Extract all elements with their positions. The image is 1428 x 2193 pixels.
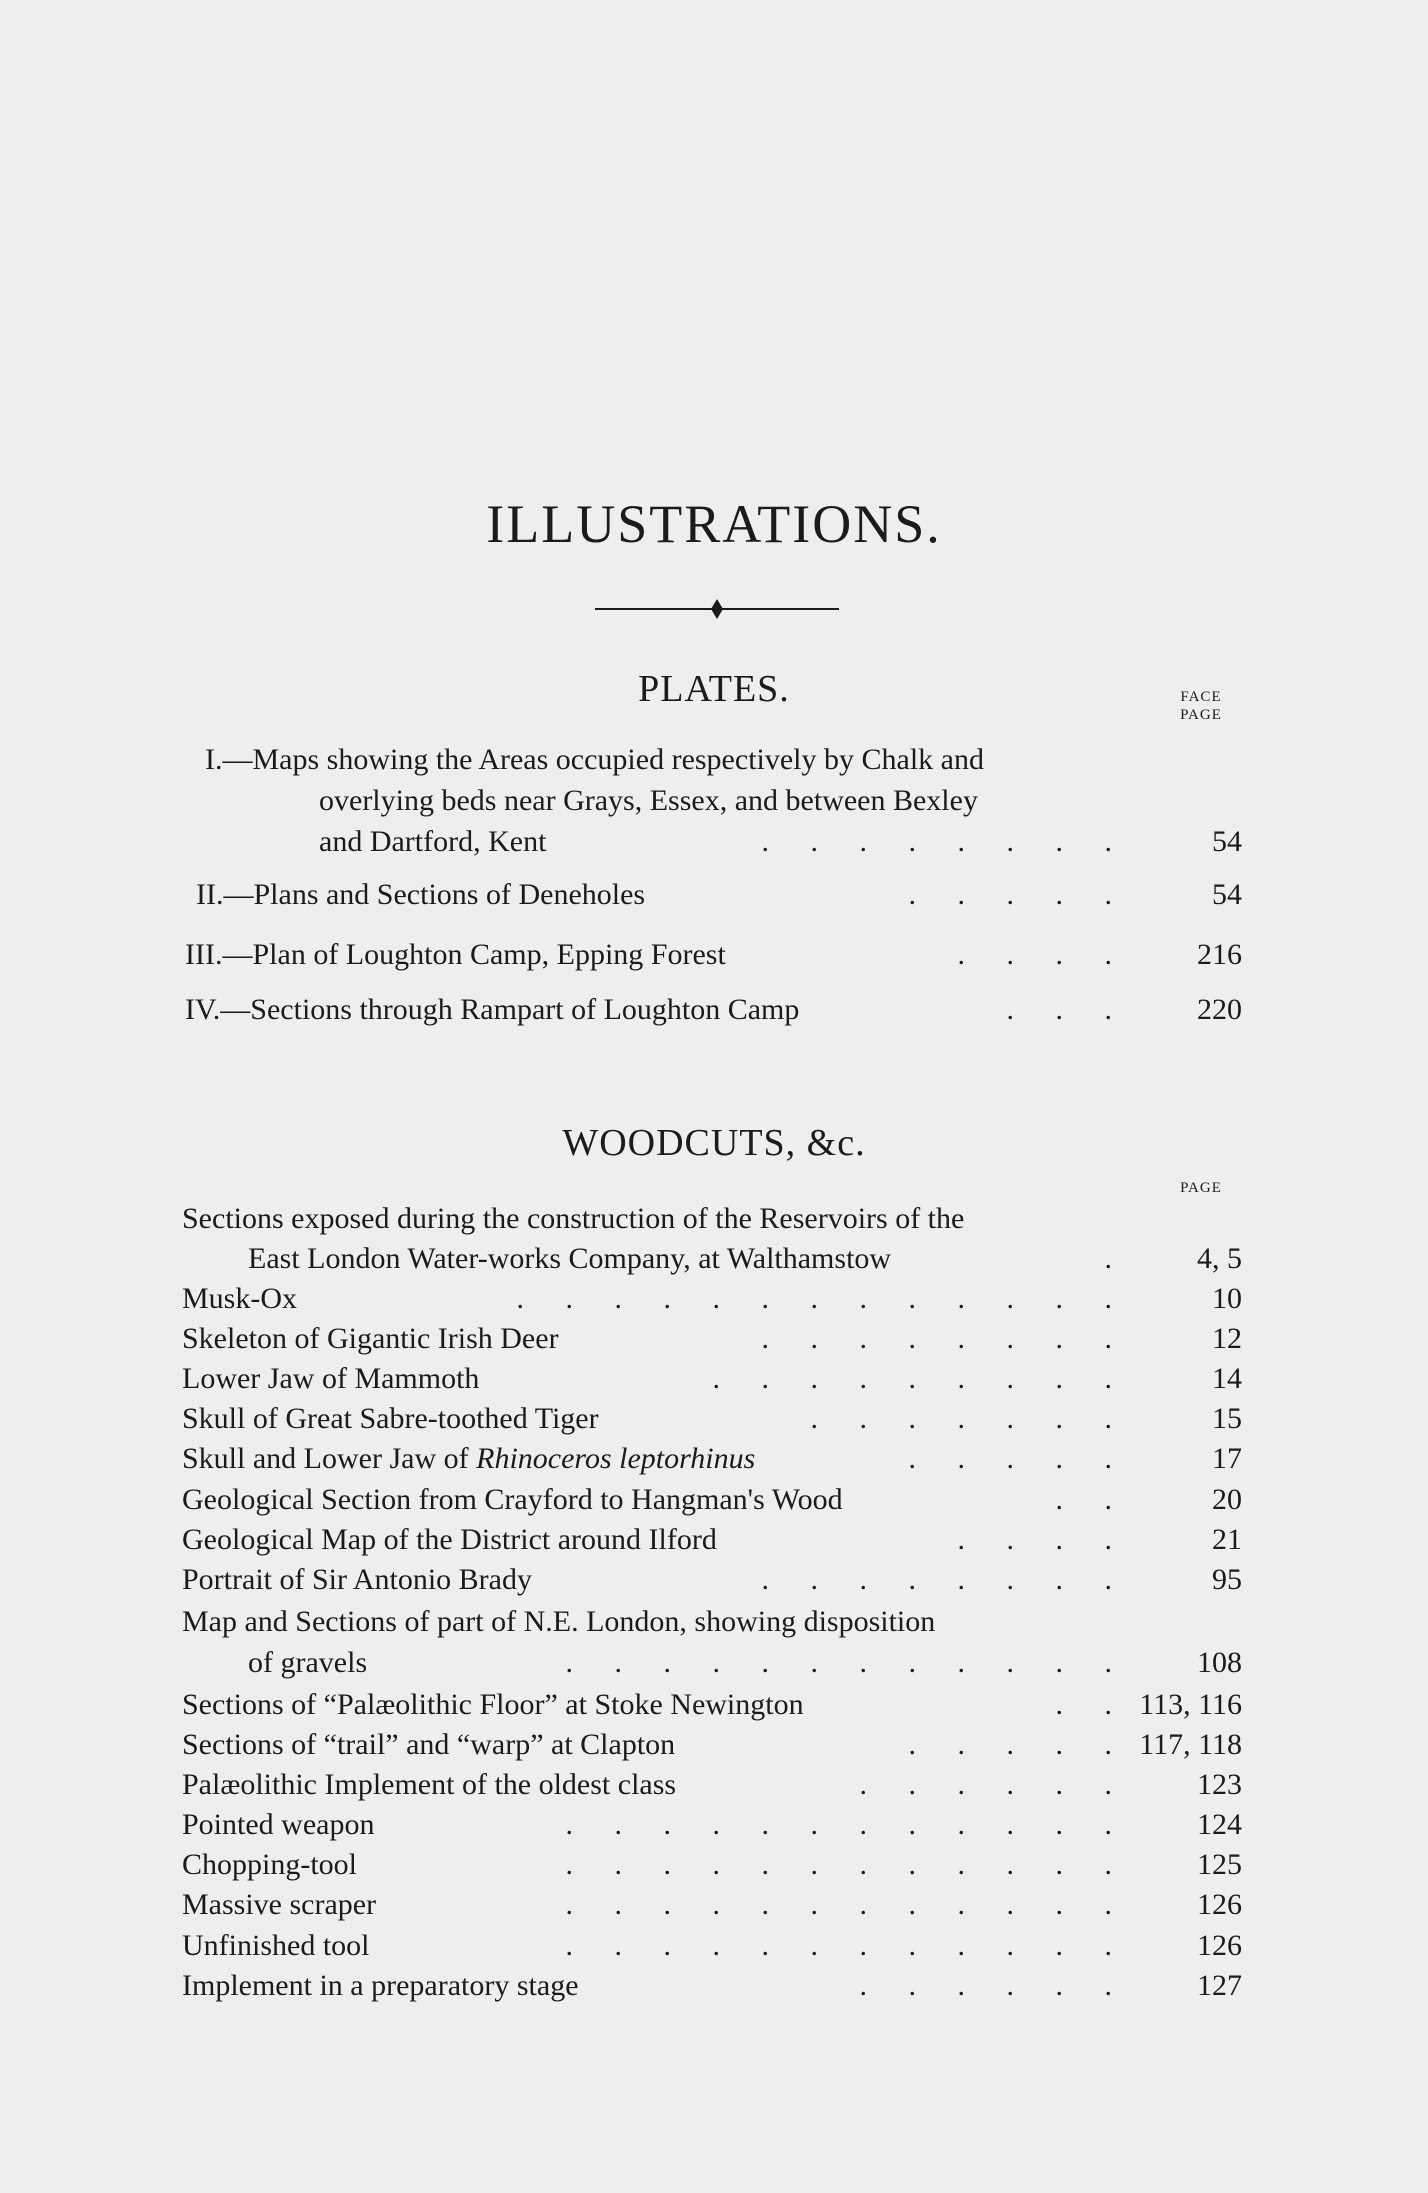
dot-leader: . . . . . . . . [761,1563,1120,1596]
woodcut-title: Unfinished tool [182,1929,370,1962]
woodcut-page-number: 108 [1197,1646,1242,1679]
woodcut-title: Palæolithic Implement of the oldest class [182,1768,677,1801]
plate-title: —Plans and Sections of Deneholes [223,878,646,911]
woodcut-entry-6 [182,1438,1242,1479]
plate-number: I. [205,743,223,776]
plate-entry-2 [182,874,1242,915]
plates-column-head-line-2: PAGE [1180,707,1222,723]
dot-leader: . . [1055,1483,1120,1516]
woodcuts-heading: WOODCUTS, &c. [562,1122,866,1164]
woodcut-title: Pointed weapon [182,1808,375,1841]
woodcut-title: Portrait of Sir Antonio Brady [182,1563,532,1596]
plate-page-number: 54 [1212,878,1242,911]
plates-heading: PLATES. [638,668,790,710]
woodcut-entry-1-line-2 [182,1238,1242,1279]
page-title: ILLUSTRATIONS. [486,494,942,554]
plate-title: —Plan of Loughton Camp, Epping Forest [222,938,726,971]
woodcut-title: Implement in a preparatory stage [182,1969,579,2002]
woodcut-entry-11 [182,1684,1242,1725]
woodcut-page-number: 17 [1212,1442,1242,1475]
woodcut-page-number: 124 [1197,1808,1242,1841]
woodcut-title: Sections of “trail” and “warp” at Clapton [182,1728,676,1761]
woodcut-entry-7 [182,1479,1242,1520]
dot-leader: . . . . . . . . . . . . [565,1848,1120,1881]
dot-leader: . . . . . . . . . . . . [565,1646,1120,1679]
woodcut-entry-3 [182,1318,1242,1359]
woodcut-title: Lower Jaw of Mammoth [182,1362,480,1395]
woodcut-entry-15 [182,1844,1242,1885]
woodcut-entry-9 [182,1559,1242,1600]
plate-entry-1-line-3 [182,821,1242,862]
woodcut-title: Skull and Lower Jaw of [182,1442,477,1475]
dot-leader: . . . . . . [859,1969,1120,2002]
woodcut-title: Skull of Great Sabre-toothed Tiger [182,1402,599,1435]
plates-column-head-line-1: FACE [1180,689,1222,705]
woodcut-entry-4 [182,1358,1242,1399]
woodcut-title-italic: Rhinoceros leptorhinus [476,1442,756,1475]
woodcut-entry-10-line-2 [182,1642,1242,1683]
woodcut-page-number: 20 [1212,1483,1242,1516]
plate-number: IV. [185,993,221,1026]
dot-leader: . . . . . . . . [761,1322,1120,1355]
woodcut-title: Massive scraper [182,1888,377,1921]
woodcut-page-number: 126 [1197,1929,1242,1962]
dot-leader: . . . . . . . . . . . . . [516,1282,1120,1315]
woodcut-page-number: 12 [1212,1322,1242,1355]
woodcut-page-number: 113, 116 [1139,1688,1242,1721]
plate-page-number: 220 [1197,993,1242,1026]
woodcut-page-number: 10 [1212,1282,1242,1315]
dot-leader: . . . . [957,1523,1120,1556]
woodcut-page-number: 127 [1197,1969,1242,2002]
dot-leader: . . . . . [908,1728,1120,1761]
dot-leader: . . . [1006,993,1120,1026]
woodcut-title: Geological Map of the District around Ilford [182,1523,717,1556]
dot-leader: . . . . . . . . . . . . [565,1929,1120,1962]
dot-leader: . [1104,1242,1120,1275]
plate-entry-3 [182,934,1242,975]
woodcut-page-number: 14 [1212,1362,1242,1395]
plate-title-line: and Dartford, Kent [319,825,547,858]
plate-entry-1-line-2 [182,780,1242,821]
woodcut-title-line: of gravels [248,1646,368,1679]
woodcut-title: Musk-Ox [182,1282,298,1315]
woodcut-title-line: East London Water-works Company, at Walthamstow [248,1242,892,1275]
plate-title-line: overlying beds near Grays, Essex, and between Bexley [319,784,978,817]
woodcut-page-number: 21 [1212,1523,1242,1556]
woodcut-entry-17 [182,1925,1242,1966]
woodcuts-column-head: PAGE [1180,1180,1222,1196]
dot-leader: . . . . . [908,1442,1120,1475]
woodcut-entry-14 [182,1804,1242,1845]
woodcut-page-number: 4, 5 [1197,1242,1242,1275]
woodcut-title: Skeleton of Gigantic Irish Deer [182,1322,559,1355]
woodcut-entry-5 [182,1398,1242,1439]
woodcut-page-number: 126 [1197,1888,1242,1921]
plate-number: II. [196,878,224,911]
woodcut-title: Chopping-tool [182,1848,358,1881]
woodcut-entry-1-line-1 [182,1198,1242,1239]
plate-entry-1-line-1 [182,739,1242,780]
woodcut-entry-2 [182,1278,1242,1319]
woodcut-entry-18 [182,1965,1242,2006]
plate-title: —Sections through Rampart of Loughton Camp [220,993,800,1026]
woodcut-entry-12 [182,1724,1242,1765]
dot-leader: . . . . [957,938,1120,971]
dot-leader: . . . . . [908,878,1120,911]
woodcut-title: Sections of “Palæolithic Floor” at Stoke Newington [182,1688,804,1721]
dot-leader: . . . . . . . . . [712,1362,1120,1395]
woodcut-title-line: Map and Sections of part of N.E. London, showing disposition [182,1605,936,1638]
plate-number: III. [185,938,223,971]
dot-leader: . . [1055,1688,1120,1721]
plate-page-number: 216 [1197,938,1242,971]
plate-entry-4 [182,989,1242,1030]
woodcut-title: Geological Section from Crayford to Hangman's Wood [182,1483,843,1516]
plate-title-line: —Maps showing the Areas occupied respectively by Chalk and [222,743,984,776]
dot-leader: . . . . . . . . . . . . [565,1888,1120,1921]
dot-leader: . . . . . . . . . . . . [565,1808,1120,1841]
plate-page-number: 54 [1212,825,1242,858]
woodcut-page-number: 117, 118 [1139,1728,1242,1761]
woodcut-entry-10-line-1 [182,1601,1242,1642]
woodcut-entry-8 [182,1519,1242,1560]
dot-leader: . . . . . . . . [761,825,1120,858]
woodcut-page-number: 15 [1212,1402,1242,1435]
dot-leader: . . . . . . . [810,1402,1120,1435]
woodcut-page-number: 95 [1212,1563,1242,1596]
woodcut-entry-16 [182,1884,1242,1925]
dot-leader: . . . . . . [859,1768,1120,1801]
woodcut-title-line: Sections exposed during the construction of the Reservoirs of the [182,1202,965,1235]
woodcut-page-number: 123 [1197,1768,1242,1801]
title-rule-ornament [595,596,839,622]
woodcut-page-number: 125 [1197,1848,1242,1881]
woodcut-entry-13 [182,1764,1242,1805]
